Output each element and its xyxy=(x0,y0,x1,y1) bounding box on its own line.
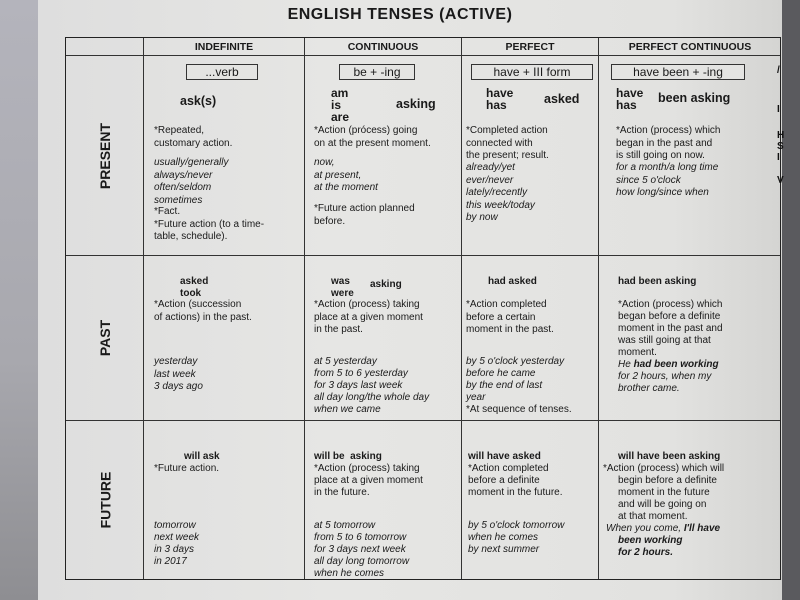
text-line: moment in the past and xyxy=(618,323,723,334)
time-marker: this week/today xyxy=(466,199,535,211)
verb-form: asked xyxy=(180,276,209,287)
aux-verb: has xyxy=(486,98,507,112)
future-perfect-continuous-form: will have been asking xyxy=(618,451,721,462)
column-divider xyxy=(461,38,462,579)
example-text: When you come, xyxy=(606,523,684,534)
text-line: moment in the future xyxy=(618,487,710,498)
text-line: customary action. xyxy=(154,137,233,149)
header-indefinite: INDEFINITE xyxy=(194,41,254,53)
right-background xyxy=(782,0,800,600)
page-title: ENGLISH TENSES (ACTIVE) xyxy=(287,6,513,23)
time-marker: all day long tomorrow xyxy=(314,556,410,567)
time-marker: for a month/a long time xyxy=(616,162,719,173)
past-perfect-continuous-example xyxy=(618,359,719,395)
header-perfect: PERFECT xyxy=(505,41,555,53)
text-line: *Future action planned xyxy=(314,203,415,214)
aux-verb: am xyxy=(331,86,349,100)
present-perfect-markers xyxy=(466,162,535,225)
past-indefinite-forms xyxy=(180,276,208,300)
present-perfect-continuous-aux xyxy=(616,87,643,111)
past-indefinite-markers xyxy=(154,356,203,394)
time-marker: by next summer xyxy=(468,544,540,555)
formula-continuous: be + -ing xyxy=(339,64,415,80)
formula-perfect-continuous: have been + -ing xyxy=(611,64,745,80)
row-divider xyxy=(66,420,780,421)
row-label-present xyxy=(66,56,144,255)
present-perfect-continuous-verb: been asking xyxy=(658,91,731,105)
text-line: was still going at that xyxy=(618,335,711,346)
row-label-future xyxy=(66,421,144,579)
time-marker: at the moment xyxy=(314,182,378,193)
example-line xyxy=(606,523,720,535)
left-background xyxy=(0,0,38,600)
row-label-present-text: PRESENT xyxy=(97,122,113,189)
time-marker: by the end of last xyxy=(466,380,543,391)
past-perfect-continuous-desc xyxy=(618,299,723,359)
future-perfect-continuous-desc xyxy=(603,463,724,523)
text-line: place at a given moment xyxy=(314,311,423,323)
side-fragment: I xyxy=(777,152,780,163)
time-marker: last week xyxy=(154,368,196,380)
text-line: at that moment. xyxy=(618,511,688,522)
text-line: of actions) in the past. xyxy=(154,311,252,323)
future-continuous-markers xyxy=(314,520,409,580)
example-line: for 2 hours, when my xyxy=(618,371,712,382)
time-marker: already/yet xyxy=(466,162,515,173)
time-marker: now, xyxy=(314,157,335,168)
aux-verb: is xyxy=(331,98,342,112)
text-line: before a certain xyxy=(466,311,536,323)
past-continuous-aux xyxy=(331,276,354,300)
aux-verb: are xyxy=(331,110,350,124)
text-line: is still going on now. xyxy=(616,150,705,161)
future-continuous-form: will be asking xyxy=(314,451,382,462)
row-divider xyxy=(66,255,780,256)
past-perfect-form: had asked xyxy=(488,276,537,287)
text-line: before a definite xyxy=(468,475,540,486)
text-line: began in the past and xyxy=(616,137,713,149)
aux-verb: have xyxy=(616,86,644,100)
past-perfect-continuous-form: had been asking xyxy=(618,276,697,287)
example-line: for 2 hours. xyxy=(618,547,674,558)
text-line: *Action (process) which xyxy=(618,299,723,310)
verb-form: took xyxy=(180,288,202,299)
header-continuous: CONTINUOUS xyxy=(347,41,419,53)
past-indefinite-desc xyxy=(154,299,252,324)
time-marker: at present, xyxy=(314,169,362,181)
row-label-past xyxy=(66,256,144,420)
text-line: before. xyxy=(314,215,346,227)
present-perfect-desc xyxy=(466,125,549,163)
example-text: He xyxy=(618,359,634,370)
text-line: on at the present moment. xyxy=(314,137,431,149)
header-perfect-continuous: PERFECT CONTINUOUS xyxy=(628,41,752,53)
text-line: connected with xyxy=(466,137,533,149)
example-highlight: had been working xyxy=(633,359,719,370)
text-line: moment in the past. xyxy=(466,324,554,335)
text-line: *Action (prócess) going xyxy=(314,125,418,136)
present-indefinite-notes xyxy=(154,206,264,244)
future-perfect-desc xyxy=(468,463,563,499)
time-marker: in 3 days xyxy=(154,544,195,555)
future-indefinite-desc: *Future action. xyxy=(154,463,220,474)
past-perfect-desc xyxy=(466,299,554,337)
past-continuous-verb: asking xyxy=(370,279,402,290)
text-line: begin before a definite xyxy=(618,475,717,486)
text-line: moment in the future. xyxy=(468,487,563,498)
time-marker: in 2017 xyxy=(154,556,187,567)
column-divider xyxy=(304,38,305,579)
text-line: *Action (process) taking xyxy=(314,463,420,474)
time-marker: usually/generally xyxy=(154,157,229,168)
row-label-past-text: PAST xyxy=(97,319,113,357)
text-line: began before a definite xyxy=(618,311,721,322)
text-line: *Action (process) which xyxy=(616,125,721,136)
aux-verb: were xyxy=(331,288,354,299)
text-line: and will be going on xyxy=(618,499,707,510)
time-marker: before he came xyxy=(466,368,536,379)
time-marker: often/seldom xyxy=(154,182,212,193)
present-indefinite-form: ask(s) xyxy=(180,94,217,108)
tenses-table xyxy=(65,37,781,580)
time-marker: for 3 days last week xyxy=(314,380,403,391)
present-perfect-verb: asked xyxy=(544,92,580,106)
text-line: in the future. xyxy=(314,487,370,498)
present-perfect-continuous-desc xyxy=(616,125,720,163)
formula-indefinite: ...verb xyxy=(186,64,258,80)
future-indefinite-markers xyxy=(154,520,199,568)
time-marker: 3 days ago xyxy=(154,381,203,392)
text-line: *Repeated, xyxy=(154,125,205,136)
present-continuous-notes xyxy=(314,203,415,228)
aux-verb: have xyxy=(486,86,514,100)
formula-perfect: have + III form xyxy=(471,64,593,80)
text-line: *Fact. xyxy=(154,206,181,217)
time-marker: since 5 o'clock xyxy=(616,174,681,186)
future-perfect-continuous-example xyxy=(606,523,720,559)
aux-verb: was xyxy=(331,276,350,287)
time-marker: from 5 to 6 yesterday xyxy=(314,368,408,379)
time-marker: at 5 tomorrow xyxy=(314,520,376,531)
time-marker: lately/recently xyxy=(466,187,528,198)
text-line: place at a given moment xyxy=(314,475,423,486)
present-continuous-aux xyxy=(331,87,349,123)
time-marker: sometimes xyxy=(154,194,203,206)
time-marker: all day long/the whole day xyxy=(314,392,430,403)
present-indefinite-desc xyxy=(154,125,232,150)
example-line: been working xyxy=(618,535,683,546)
time-marker: by 5 o'clock tomorrow xyxy=(468,520,565,531)
column-divider xyxy=(598,38,599,579)
future-perfect-markers xyxy=(468,520,564,556)
present-continuous-markers xyxy=(314,157,378,195)
time-marker: tomorrow xyxy=(154,520,196,531)
time-marker: by 5 o'clock yesterday xyxy=(466,356,565,367)
text-line: table, schedule). xyxy=(154,231,228,242)
time-marker: always/never xyxy=(154,169,213,181)
time-marker: when he comes xyxy=(314,568,385,579)
time-marker: yesterday xyxy=(154,356,198,367)
time-marker: from 5 to 6 tomorrow xyxy=(314,532,407,543)
present-perfect-continuous-markers xyxy=(616,162,718,200)
future-perfect-form: will have asked xyxy=(468,451,541,462)
side-fragment: V xyxy=(777,175,784,186)
example-line: brother came. xyxy=(618,383,680,394)
future-continuous-desc xyxy=(314,463,423,499)
text-line: in the past. xyxy=(314,324,363,335)
present-indefinite-markers xyxy=(154,157,229,207)
text-line: *Action completed xyxy=(466,299,547,310)
present-perfect-aux xyxy=(486,87,513,111)
time-marker: by now xyxy=(466,212,498,223)
text-line: the present; result. xyxy=(466,150,549,161)
text-line: *Action (succession xyxy=(154,299,242,310)
text-line: *Action completed xyxy=(468,463,549,474)
text-line: moment. xyxy=(618,347,657,358)
text-line: *Action (process) which will xyxy=(603,463,725,474)
past-continuous-desc xyxy=(314,299,423,337)
text-line: *Action (process) taking xyxy=(314,299,420,310)
past-perfect-markers xyxy=(466,356,564,404)
present-continuous-desc xyxy=(314,125,431,150)
time-marker: year xyxy=(466,392,486,403)
row-label-future-text: FUTURE xyxy=(97,471,113,529)
past-continuous-markers xyxy=(314,356,429,416)
side-fragment: I xyxy=(777,104,780,115)
text-line: *Completed action xyxy=(466,125,548,136)
past-perfect-note: *At sequence of tenses. xyxy=(466,404,572,415)
time-marker: for 3 days next week xyxy=(314,544,406,555)
future-indefinite-form: will ask xyxy=(184,451,220,462)
side-fragment: S xyxy=(777,141,784,152)
example-highlight: I'll have xyxy=(683,523,721,534)
present-continuous-verb: asking xyxy=(396,97,436,111)
time-marker: at 5 yesterday xyxy=(314,356,377,367)
time-marker: when he comes xyxy=(468,532,539,543)
time-marker: next week xyxy=(154,532,200,543)
example-line xyxy=(618,359,719,371)
time-marker: ever/never xyxy=(466,174,514,186)
time-marker: when we came xyxy=(314,404,381,415)
time-marker: how long/since when xyxy=(616,187,709,198)
aux-verb: has xyxy=(616,98,637,112)
side-fragment: / xyxy=(777,65,780,76)
side-fragment: H xyxy=(777,130,785,141)
text-line: *Future action (to a time- xyxy=(154,218,265,230)
